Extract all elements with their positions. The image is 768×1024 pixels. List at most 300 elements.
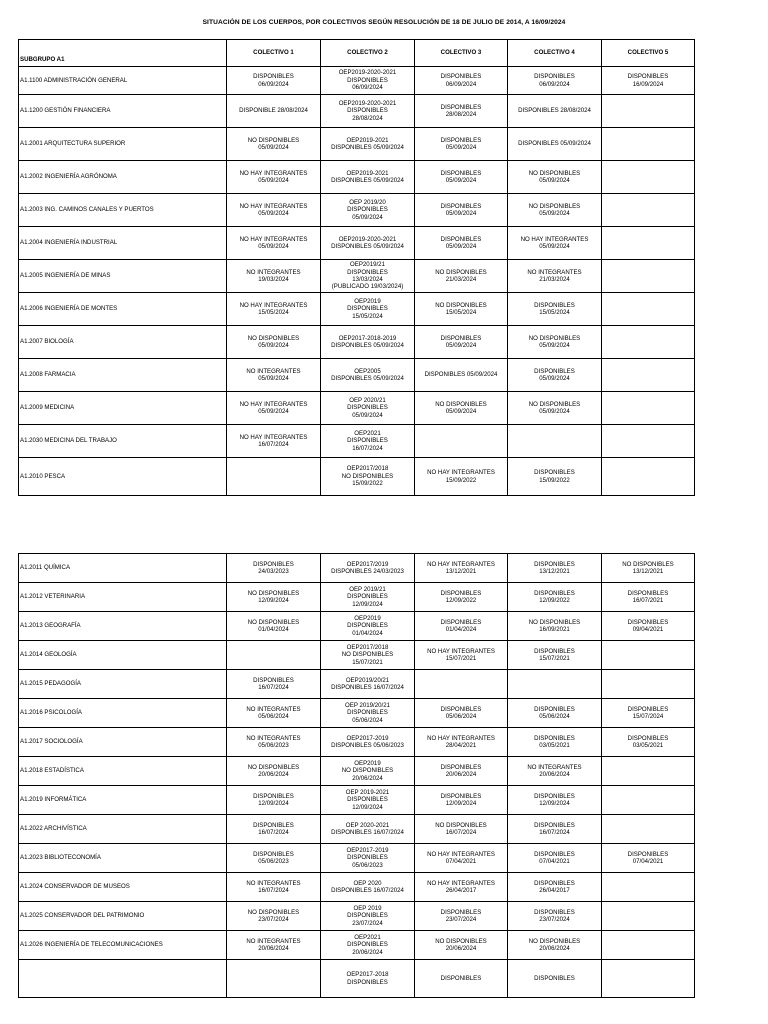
- cell-line: NO DISPONIBLES: [528, 169, 581, 177]
- colectivo-1-cell: [227, 359, 321, 392]
- table-row: [19, 960, 695, 998]
- cell-line: DISPONIBLES: [534, 301, 575, 309]
- cell-line: DISPONIBLES: [534, 589, 575, 597]
- cell-line: 05/09/2024: [539, 342, 570, 349]
- table-row: [19, 392, 695, 425]
- cell-line: 15/07/2024: [632, 713, 664, 720]
- cell-line: DISPONIBLES: [347, 941, 388, 949]
- colectivo-5-cell: [602, 194, 695, 227]
- cell-line: DISPONIBLES: [253, 850, 294, 858]
- cuerpo-name: A1.2022 ARCHIVÍSTICA: [19, 815, 227, 844]
- cell-line: OEP2019-2021: [346, 136, 389, 144]
- colectivo-5-cell: [602, 873, 695, 902]
- colectivo-4-cell: [508, 902, 602, 931]
- colectivo-1-cell: [227, 227, 321, 260]
- cell-line: 12/09/2024: [539, 800, 570, 807]
- colectivo-4-cell: [508, 960, 602, 998]
- colectivo-3-cell: [415, 931, 508, 960]
- cell-line: OEP2017-2018-2019: [338, 334, 397, 342]
- cuerpo-name: A1.2014 GEOLOGÍA: [19, 641, 227, 670]
- cell-line: 05/06/2023: [258, 858, 289, 865]
- cell-line: 05/09/2024: [445, 342, 477, 349]
- colectivo-5-cell: [602, 670, 695, 699]
- cell-line: 07/04/2021: [539, 858, 570, 865]
- cell-line: OEP2017/2018: [346, 643, 389, 651]
- colectivo-4-cell: [508, 728, 602, 757]
- colectivo-1-cell: [227, 873, 321, 902]
- cell-line: OEP2019: [354, 297, 381, 305]
- cell-line: DISPONIBLES 16/07/2024: [331, 684, 404, 691]
- colectivo-5-cell: [602, 128, 695, 161]
- table-row: [19, 95, 695, 128]
- cell-line: NO DISPONIBLES: [247, 618, 300, 626]
- cell-line: 19/03/2024: [258, 276, 289, 283]
- cell-line: NO INTEGRANTES: [527, 268, 582, 276]
- cell-line: 12/09/2024: [352, 803, 383, 811]
- cell-line: NO DISPONIBLES: [247, 589, 300, 597]
- cell-line: 06/09/2024: [352, 84, 383, 92]
- cell-line: 20/06/2024: [258, 771, 289, 778]
- cuerpo-name: A1.1100 ADMINISTRACIÓN GENERAL: [19, 67, 227, 95]
- colectivo-3-cell: [415, 873, 508, 902]
- cell-line: DISPONIBLES: [440, 908, 482, 916]
- cell-line: NO HAY INTEGRANTES: [239, 169, 308, 177]
- colectivo-2-cell: [321, 873, 415, 902]
- table-row: [19, 161, 695, 194]
- table-row: [19, 612, 695, 641]
- cell-line: DISPONIBLES: [440, 334, 482, 342]
- colectivo-2-cell: [321, 612, 415, 641]
- colectivo-3-cell: [415, 960, 508, 998]
- colectivo-4-cell: [508, 95, 602, 128]
- cell-line: 13/12/2021: [445, 568, 477, 575]
- header-row: [19, 40, 695, 67]
- cell-line: NO HAY INTEGRANTES: [427, 850, 495, 858]
- cell-line: 01/04/2024: [352, 629, 383, 637]
- cell-line: DISPONIBLES 05/09/2024: [424, 371, 498, 379]
- cell-line: DISPONIBLES: [253, 73, 294, 81]
- cell-line: NO HAY INTEGRANTES: [427, 734, 495, 742]
- colectivo-5-cell: [602, 931, 695, 960]
- cell-line: 16/07/2021: [632, 597, 664, 604]
- cell-line: OEP2017-2019: [346, 846, 389, 854]
- cell-line: DISPONIBLES: [627, 705, 669, 713]
- colectivo-2-cell: [321, 194, 415, 227]
- cell-line: 16/07/2024: [445, 829, 477, 836]
- cell-line: DISPONIBLES: [440, 792, 482, 800]
- colectivo-4-cell: [508, 670, 602, 699]
- colectivo-3-cell: [415, 699, 508, 728]
- colectivo-1-cell: [227, 931, 321, 960]
- colectivo-4-cell: [508, 458, 602, 496]
- cuerpo-name: A1.2025 CONSERVADOR DEL PATRIMONIO: [19, 902, 227, 931]
- colectivo-4-cell: [508, 844, 602, 873]
- cell-line: DISPONIBLES 28/08/2024: [518, 107, 591, 115]
- cell-line: DISPONIBLES 05/09/2024: [331, 144, 404, 151]
- cell-line: NO DISPONIBLES: [341, 472, 394, 480]
- cell-line: DISPONIBLES: [440, 73, 482, 81]
- colectivo-3-header: COLECTIVO 3: [415, 40, 508, 67]
- cell-line: DISPONIBLES: [440, 589, 482, 597]
- cell-line: NO DISPONIBLES: [528, 334, 581, 342]
- cell-line: NO HAY INTEGRANTES: [239, 202, 308, 210]
- colectivo-4-cell: [508, 612, 602, 641]
- cell-line: DISPONIBLES: [347, 76, 388, 84]
- cell-line: 15/09/2022: [445, 476, 477, 484]
- colectivo-5-cell: [602, 583, 695, 612]
- cell-line: 16/09/2021: [539, 626, 570, 633]
- cell-line: NO HAY INTEGRANTES: [427, 879, 495, 887]
- table-row: [19, 670, 695, 699]
- cell-line: 20/06/2024: [258, 945, 289, 952]
- colectivo-5-cell: [602, 815, 695, 844]
- colectivo-2-cell: [321, 392, 415, 425]
- cell-line: OEP 2020/21: [349, 396, 386, 404]
- cell-line: NO DISPONIBLES: [528, 937, 581, 945]
- cell-line: 05/06/2023: [258, 742, 289, 749]
- colectivo-5-cell: [602, 359, 695, 392]
- table-row: [19, 931, 695, 960]
- cell-line: 05/09/2024: [445, 243, 477, 250]
- cell-line: 05/09/2024: [258, 210, 289, 217]
- colectivo-2-cell: [321, 95, 415, 128]
- colectivo-3-cell: [415, 260, 508, 293]
- colectivo-5-cell: [602, 326, 695, 359]
- cell-line: 05/09/2024: [258, 408, 289, 415]
- cell-line: NO DISPONIBLES: [622, 560, 674, 568]
- cell-line: 15/07/2021: [539, 655, 570, 662]
- cell-line: OEP2005: [354, 367, 381, 375]
- table-row: [19, 128, 695, 161]
- cuerpo-name: A1.1200 GESTIÓN FINANCIERA: [19, 95, 227, 128]
- cell-line: OEP 2019/20/21: [345, 701, 390, 709]
- colectivo-2-header: COLECTIVO 2: [321, 40, 415, 67]
- colectivo-2-cell: [321, 960, 415, 998]
- cell-line: DISPONIBLES: [534, 974, 575, 982]
- cell-line: DISPONIBLES: [534, 908, 575, 916]
- colectivo-1-cell: [227, 699, 321, 728]
- colectivo-5-cell: [602, 425, 695, 458]
- cell-line: 15/09/2022: [539, 476, 570, 484]
- colectivo-4-cell: [508, 194, 602, 227]
- colectivo-1-cell: [227, 960, 321, 998]
- colectivo-2-cell: [321, 815, 415, 844]
- cell-line: DISPONIBLES: [440, 103, 482, 111]
- cell-line: 26/04/2017: [445, 887, 477, 894]
- cell-line: NO HAY INTEGRANTES: [239, 301, 308, 309]
- table-row: [19, 458, 695, 496]
- colectivo-5-cell: [602, 227, 695, 260]
- cell-line: DISPONIBLES 16/07/2024: [331, 829, 404, 836]
- cell-line: NO HAY INTEGRANTES: [427, 647, 495, 655]
- cell-line: DISPONIBLES: [347, 622, 388, 630]
- colectivo-4-header: COLECTIVO 4: [508, 40, 602, 67]
- cell-line: 05/09/2024: [258, 144, 289, 151]
- cell-line: DISPONIBLES: [347, 854, 388, 862]
- colectivo-1-cell: [227, 815, 321, 844]
- cell-line: 20/06/2024: [352, 774, 383, 782]
- cuerpo-name: A1.2010 PESCA: [19, 458, 227, 496]
- cell-line: 01/04/2024: [258, 626, 289, 633]
- cell-line: 05/09/2024: [445, 144, 477, 151]
- cell-line: NO HAY INTEGRANTES: [427, 560, 495, 568]
- cell-line: 21/03/2024: [445, 276, 477, 283]
- colectivo-2-cell: [321, 583, 415, 612]
- cell-line: 05/09/2024: [539, 210, 570, 217]
- cell-line: DISPONIBLE 28/08/2024: [239, 107, 308, 115]
- colectivo-5-cell: [602, 161, 695, 194]
- cell-line: 05/09/2024: [445, 408, 477, 415]
- cell-line: DISPONIBLES: [534, 850, 575, 858]
- cell-line: 05/09/2024: [539, 243, 570, 250]
- cell-line: NO INTEGRANTES: [246, 367, 301, 375]
- colectivo-1-cell: [227, 392, 321, 425]
- cell-line: 15/05/2024: [352, 312, 383, 320]
- colectivo-1-cell: [227, 67, 321, 95]
- cell-line: DISPONIBLES: [440, 235, 482, 243]
- cell-line: 12/09/2022: [539, 597, 570, 604]
- cell-line: NO DISPONIBLES: [435, 301, 487, 309]
- colectivo-1-cell: [227, 425, 321, 458]
- table-row: [19, 583, 695, 612]
- colectivo-1-cell: [227, 458, 321, 496]
- cell-line: NO DISPONIBLES: [341, 651, 394, 659]
- cuerpo-name: A1.2013 GEOGRAFÍA: [19, 612, 227, 641]
- colectivo-4-cell: [508, 359, 602, 392]
- colectivo-5-cell: [602, 757, 695, 786]
- cell-line: 15/05/2024: [445, 309, 477, 316]
- cell-line: NO HAY INTEGRANTES: [427, 469, 495, 477]
- cell-line: 03/05/2021: [539, 742, 570, 749]
- cell-line: OEP 2020-2021: [345, 821, 390, 829]
- cell-line: OEP2019/20/21: [345, 676, 390, 684]
- cell-line: OEP2017-2018: [346, 971, 389, 979]
- colectivo-2-cell: [321, 902, 415, 931]
- cell-line: DISPONIBLES 16/07/2024: [331, 887, 404, 894]
- cell-line: 05/09/2024: [445, 177, 477, 184]
- cell-line: DISPONIBLES: [253, 792, 294, 800]
- colectivo-3-cell: [415, 583, 508, 612]
- cell-line: DISPONIBLES: [534, 879, 575, 887]
- colectivo-3-cell: [415, 194, 508, 227]
- cell-line: 13/12/2021: [632, 568, 664, 575]
- table-row: [19, 425, 695, 458]
- colectivo-3-cell: [415, 815, 508, 844]
- colectivo-5-cell: [602, 902, 695, 931]
- colectivo-2-cell: [321, 161, 415, 194]
- cell-line: NO DISPONIBLES: [247, 763, 300, 771]
- colectivo-2-cell: [321, 844, 415, 873]
- colectivo-4-cell: [508, 641, 602, 670]
- cell-line: DISPONIBLES: [347, 437, 388, 445]
- cell-line: NO DISPONIBLES: [528, 202, 581, 210]
- cell-line: 15/05/2024: [539, 309, 570, 316]
- cuerpo-name: A1.2007 BIOLOGÍA: [19, 326, 227, 359]
- cell-line: DISPONIBLES: [627, 850, 669, 858]
- colectivo-2-cell: [321, 227, 415, 260]
- colectivo-1-cell: [227, 554, 321, 583]
- colectivo-2-cell: [321, 931, 415, 960]
- colectivo-2-cell: [321, 554, 415, 583]
- colectivo-3-cell: [415, 902, 508, 931]
- colectivo-2-cell: [321, 786, 415, 815]
- cell-line: DISPONIBLES: [440, 705, 482, 713]
- colectivo-1-cell: [227, 326, 321, 359]
- cell-line: 12/09/2024: [352, 600, 383, 608]
- colectivo-1-cell: [227, 260, 321, 293]
- colectivo-4-cell: [508, 699, 602, 728]
- cell-line: DISPONIBLES: [253, 821, 294, 829]
- cell-line: DISPONIBLES: [627, 618, 669, 626]
- cuerpo-name: A1.2008 FARMACIA: [19, 359, 227, 392]
- colectivo-1-cell: [227, 728, 321, 757]
- cell-line: DISPONIBLES: [534, 647, 575, 655]
- cell-line: DISPONIBLES: [627, 73, 669, 81]
- cell-line: 20/06/2024: [539, 771, 570, 778]
- colectivo-3-cell: [415, 844, 508, 873]
- cell-line: 16/07/2024: [258, 441, 289, 448]
- cell-line: OEP 2019/20: [349, 198, 386, 206]
- cell-line: 23/07/2024: [445, 916, 477, 923]
- subgroup-header: SUBGRUPO A1: [19, 40, 227, 67]
- colectivo-4-cell: [508, 392, 602, 425]
- cell-line: OEP 2020: [353, 879, 382, 887]
- cell-line: 06/09/2024: [445, 80, 477, 88]
- colectivo-4-cell: [508, 128, 602, 161]
- colectivo-4-cell: [508, 293, 602, 326]
- cell-line: DISPONIBLES: [440, 763, 482, 771]
- colectivo-1-cell: [227, 844, 321, 873]
- cell-line: 05/06/2024: [445, 713, 477, 720]
- colectivo-2-cell: [321, 699, 415, 728]
- table-row: [19, 699, 695, 728]
- status-table-bottom: [18, 553, 695, 998]
- colectivo-4-cell: [508, 161, 602, 194]
- cell-line: 23/07/2024: [539, 916, 570, 923]
- colectivo-3-cell: [415, 425, 508, 458]
- cell-line: DISPONIBLES: [253, 560, 294, 568]
- colectivo-5-cell: [602, 728, 695, 757]
- table-row: [19, 293, 695, 326]
- colectivo-5-cell: [602, 844, 695, 873]
- table-row: [19, 786, 695, 815]
- document-title: SITUACIÓN DE LOS CUERPOS, POR COLECTIVOS SEGÚN RESOLUCIÓN DE 18 DE JULIO DE 2014, A 16/09/2024: [202, 19, 566, 26]
- colectivo-1-cell: [227, 902, 321, 931]
- cuerpo-name: A1.2019 INFORMÁTICA: [19, 786, 227, 815]
- table-row: [19, 359, 695, 392]
- colectivo-5-cell: [602, 293, 695, 326]
- colectivo-4-cell: [508, 815, 602, 844]
- cell-line: 24/03/2023: [258, 568, 289, 575]
- colectivo-5-cell: [602, 392, 695, 425]
- cell-line: 15/05/2024: [258, 309, 289, 316]
- colectivo-1-cell: [227, 583, 321, 612]
- colectivo-4-cell: [508, 786, 602, 815]
- colectivo-3-cell: [415, 95, 508, 128]
- cuerpo-name: A1.2018 ESTADÍSTICA: [19, 757, 227, 786]
- colectivo-5-header: COLECTIVO 5: [602, 40, 695, 67]
- colectivo-1-cell: [227, 128, 321, 161]
- colectivo-4-cell: [508, 425, 602, 458]
- colectivo-3-cell: [415, 227, 508, 260]
- cell-line: 16/07/2024: [258, 829, 289, 836]
- colectivo-2-cell: [321, 67, 415, 95]
- cuerpo-name: A1.2030 MEDICINA DEL TRABAJO: [19, 425, 227, 458]
- cell-line: DISPONIBLES 05/09/2024: [331, 177, 404, 184]
- cell-line: DISPONIBLES: [440, 169, 482, 177]
- cell-line: 21/03/2024: [539, 276, 570, 283]
- colectivo-3-cell: [415, 359, 508, 392]
- cell-line: OEP 2019/21: [349, 585, 386, 593]
- colectivo-4-cell: [508, 583, 602, 612]
- cell-line: DISPONIBLES: [440, 974, 482, 982]
- cuerpo-name: [19, 960, 227, 998]
- cell-line: NO HAY INTEGRANTES: [239, 433, 308, 441]
- cell-line: 05/06/2023: [352, 861, 383, 869]
- cell-line: OEP2017/2018: [346, 465, 389, 473]
- cell-line: 16/07/2024: [539, 829, 570, 836]
- table-row: [19, 902, 695, 931]
- cell-line: 16/07/2024: [258, 684, 289, 691]
- cell-line: 13/12/2021: [539, 568, 570, 575]
- cell-line: NO DISPONIBLES: [435, 821, 487, 829]
- table-row: [19, 260, 695, 293]
- cell-line: OEP 2019: [353, 904, 382, 912]
- table-row: [19, 227, 695, 260]
- cell-line: 26/04/2017: [539, 887, 570, 894]
- colectivo-2-cell: [321, 641, 415, 670]
- colectivo-1-cell: [227, 757, 321, 786]
- cell-line: OEP2019: [354, 614, 381, 622]
- cuerpo-name: A1.2009 MEDICINA: [19, 392, 227, 425]
- table-row: [19, 194, 695, 227]
- cell-line: 16/07/2024: [352, 444, 383, 452]
- cell-line: DISPONIBLES: [534, 734, 575, 742]
- cell-line: NO DISPONIBLES: [528, 618, 581, 626]
- cuerpo-name: A1.2002 INGENIERÍA AGRÓNOMA: [19, 161, 227, 194]
- cuerpo-name: A1.2024 CONSERVADOR DE MUSEOS: [19, 873, 227, 902]
- cell-line: 12/09/2024: [445, 800, 477, 807]
- table-row: [19, 844, 695, 873]
- cell-line: 23/07/2024: [258, 916, 289, 923]
- cell-line: DISPONIBLES 05/09/2024: [331, 243, 404, 250]
- cell-line: NO DISPONIBLES: [247, 136, 300, 144]
- cell-line: DISPONIBLES: [627, 589, 669, 597]
- colectivo-5-cell: [602, 95, 695, 128]
- cell-line: NO DISPONIBLES: [435, 400, 487, 408]
- colectivo-2-cell: [321, 128, 415, 161]
- cell-line: DISPONIBLES: [627, 734, 669, 742]
- colectivo-3-cell: [415, 326, 508, 359]
- colectivo-5-cell: [602, 458, 695, 496]
- cell-line: NO DISPONIBLES: [247, 334, 300, 342]
- cell-line: 15/09/2022: [352, 480, 383, 488]
- colectivo-2-cell: [321, 425, 415, 458]
- table-row: [19, 326, 695, 359]
- colectivo-3-cell: [415, 128, 508, 161]
- cell-line: 28/08/2024: [445, 111, 477, 118]
- cell-line: OEP 2019-2021: [345, 788, 390, 796]
- cell-line: 05/09/2024: [445, 210, 477, 217]
- cell-line: DISPONIBLES: [347, 709, 388, 717]
- cuerpo-name: A1.2023 BIBLIOTECONOMÍA: [19, 844, 227, 873]
- colectivo-2-cell: [321, 293, 415, 326]
- colectivo-3-cell: [415, 728, 508, 757]
- cell-line: DISPONIBLES: [347, 912, 388, 920]
- colectivo-3-cell: [415, 554, 508, 583]
- cell-line: DISPONIBLES: [347, 206, 388, 214]
- colectivo-4-cell: [508, 757, 602, 786]
